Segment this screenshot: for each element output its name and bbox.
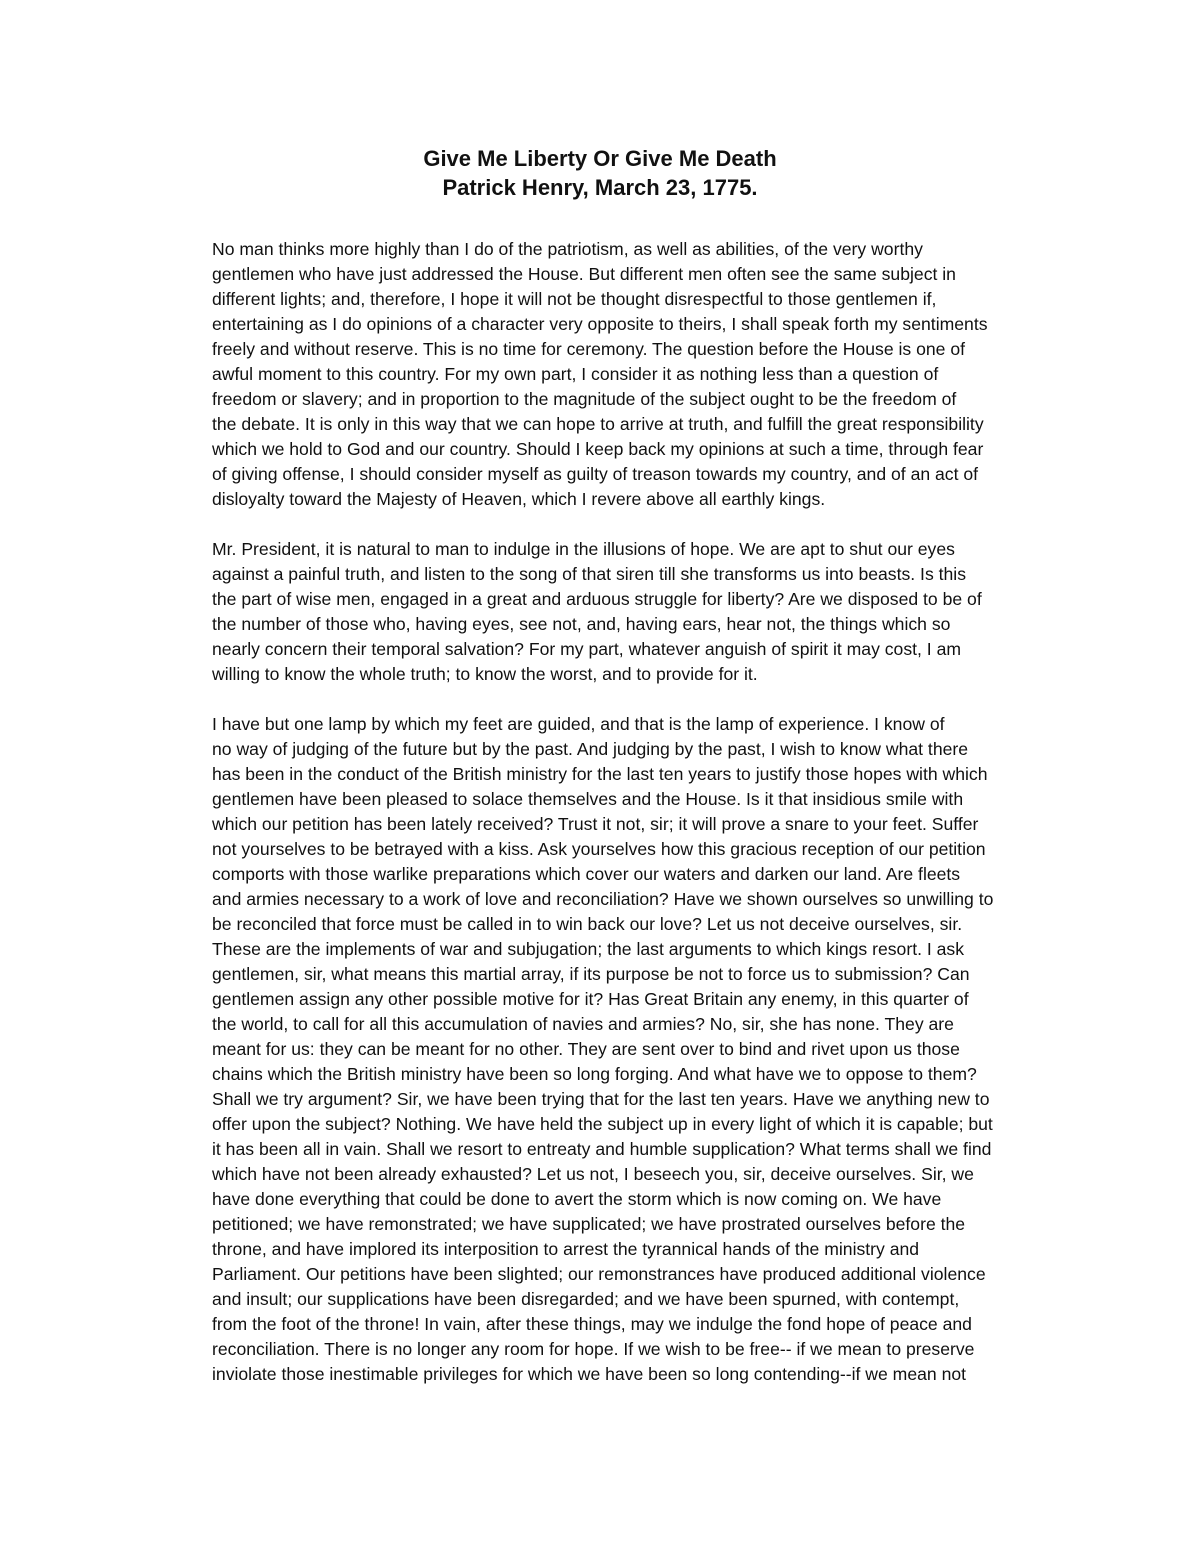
document-title: Give Me Liberty Or Give Me Death — [423, 146, 777, 171]
text-line: of giving offense, I should consider myself as guilty of treason towards my country, and of an act of — [212, 464, 979, 484]
text-line: which we hold to God and our country. Should I keep back my opinions at such a time, through fear — [212, 439, 984, 459]
text-line: comports with those warlike preparations which cover our waters and darken our land. Are fleets — [212, 864, 961, 884]
text-line: petitioned; we have remonstrated; we have supplicated; we have prostrated ourselves before the — [212, 1214, 966, 1234]
text-line: which our petition has been lately received? Trust it not, sir; it will prove a snare to your feet. Suffer — [212, 814, 979, 834]
paragraph — [175, 237, 1020, 512]
text-line: disloyalty toward the Majesty of Heaven, which I revere above all earthly kings. — [212, 489, 826, 509]
text-line: I have but one lamp by which my feet are guided, and that is the lamp of experience. I know of — [212, 714, 945, 734]
text-line: inviolate those inestimable privileges for which we have been so long contending--if we mean not — [212, 1364, 967, 1384]
text-line: the debate. It is only in this way that we can hope to arrive at truth, and fulfill the great responsibility — [212, 414, 984, 434]
text-line: freely and without reserve. This is no time for ceremony. The question before the House is one of — [212, 339, 966, 359]
text-line: awful moment to this country. For my own part, I consider it as nothing less than a question of — [212, 364, 939, 384]
text-line: nearly concern their temporal salvation? For my part, whatever anguish of spirit it may cost, I am — [212, 639, 962, 659]
text-line: not yourselves to be betrayed with a kiss. Ask yourselves how this gracious reception of our petition — [212, 839, 986, 859]
text-line: reconciliation. There is no longer any room for hope. If we wish to be free-- if we mean to preserve — [212, 1339, 975, 1359]
text-line: gentlemen, sir, what means this martial array, if its purpose be not to force us to submission? Can — [212, 964, 970, 984]
text-line: No man thinks more highly than I do of the patriotism, as well as abilities, of the very worthy — [212, 239, 923, 259]
text-line: offer upon the subject? Nothing. We have held the subject up in every light of which it is capable; but — [212, 1114, 993, 1134]
text-line: which have not been already exhausted? Let us not, I beseech you, sir, deceive ourselves. Sir, we — [212, 1164, 974, 1184]
text-line: gentlemen have been pleased to solace themselves and the House. Is it that insidious smile with — [212, 789, 964, 809]
text-line: Shall we try argument? Sir, we have been trying that for the last ten years. Have we anything new to — [212, 1089, 990, 1109]
text-line: gentlemen assign any other possible motive for it? Has Great Britain any enemy, in this quarter of — [212, 989, 969, 1009]
text-line: willing to know the whole truth; to know the worst, and to provide for it. — [212, 664, 758, 684]
text-line: it has been all in vain. Shall we resort to entreaty and humble supplication? What terms shall we find — [212, 1139, 992, 1159]
text-line: gentlemen who have just addressed the House. But different men often see the same subject in — [212, 264, 956, 284]
title-block — [0, 144, 1200, 202]
text-line: from the foot of the throne! In vain, after these things, may we indulge the fond hope of peace and — [212, 1314, 972, 1334]
text-line: different lights; and, therefore, I hope it will not be thought disrespectful to those gentlemen if, — [212, 289, 937, 309]
text-line: and insult; our supplications have been disregarded; and we have been spurned, with contempt, — [212, 1289, 960, 1309]
text-line: entertaining as I do opinions of a character very opposite to theirs, I shall speak forth my sentiments — [212, 314, 988, 334]
text-line: Parliament. Our petitions have been slighted; our remonstrances have produced additional violence — [212, 1264, 986, 1284]
text-line: has been in the conduct of the British ministry for the last ten years to justify those hopes with which — [212, 764, 988, 784]
text-line: no way of judging of the future but by the past. And judging by the past, I wish to know what there — [212, 739, 969, 759]
text-line: meant for us: they can be meant for no other. They are sent over to bind and rivet upon us those — [212, 1039, 960, 1059]
paragraph — [175, 537, 1020, 687]
text-line: the part of wise men, engaged in a great and arduous struggle for liberty? Are we disposed to be of — [212, 589, 982, 609]
document-subtitle: Patrick Henry, March 23, 1775. — [442, 175, 758, 200]
paragraph — [175, 712, 1020, 1387]
text-line: have done everything that could be done to avert the storm which is now coming on. We have — [212, 1189, 942, 1209]
text-line: throne, and have implored its interposition to arrest the tyrannical hands of the ministry and — [212, 1239, 920, 1259]
text-line: the world, to call for all this accumulation of navies and armies? No, sir, she has none. They are — [212, 1014, 954, 1034]
document-body — [175, 237, 1020, 1387]
text-line: chains which the British ministry have been so long forging. And what have we to oppose to them? — [212, 1064, 977, 1084]
text-line: and armies necessary to a work of love and reconciliation? Have we shown ourselves so unwilling to — [212, 889, 994, 909]
text-line: These are the implements of war and subjugation; the last arguments to which kings resort. I ask — [212, 939, 965, 959]
text-line: the number of those who, having eyes, see not, and, having ears, hear not, the things which so — [212, 614, 951, 634]
text-line: Mr. President, it is natural to man to indulge in the illusions of hope. We are apt to shut our eyes — [212, 539, 955, 559]
text-line: be reconciled that force must be called in to win back our love? Let us not deceive ourselves, sir. — [212, 914, 963, 934]
text-line: freedom or slavery; and in proportion to the magnitude of the subject ought to be the freedom of — [212, 389, 957, 409]
text-line: against a painful truth, and listen to the song of that siren till she transforms us into beasts. Is this — [212, 564, 967, 584]
